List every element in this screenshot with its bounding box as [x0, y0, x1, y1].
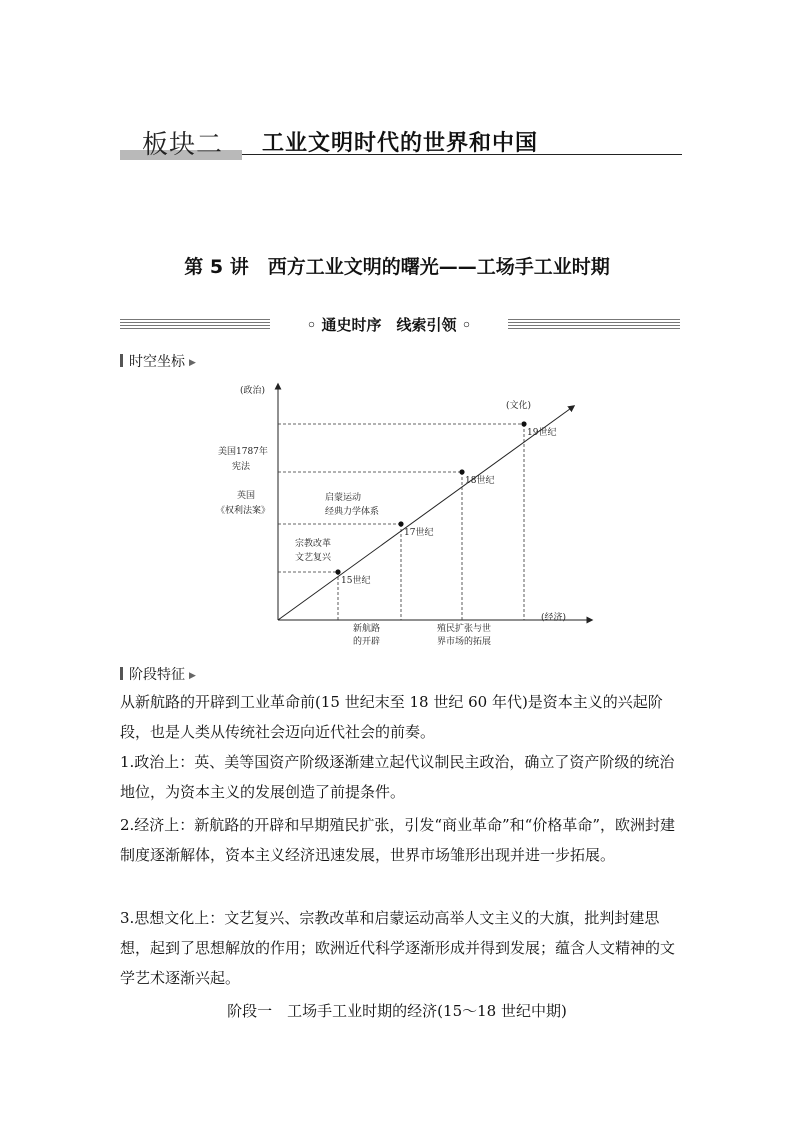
point-economic: 2.经济上：新航路的开辟和早期殖民扩张，引发“商业革命”和“价格革命”，欧洲封建制度逐渐解体，资本主义经济迅速发展，世界市场雏形出现并进一步拓展。: [120, 816, 675, 864]
x-annotation-line: 界市场的拓展: [437, 637, 492, 647]
banner-hatch-left: [120, 319, 270, 331]
region-label-line: 启蒙运动: [325, 493, 362, 503]
point-culture: 3.思想文化上：文艺复兴、宗教改革和启蒙运动高举人文主义的大旗，批判封建思想，起到了思想解放的作用；欧洲近代科学逐渐形成并得到发展；蕴含人文精神的文学艺术逐渐兴起。: [120, 909, 676, 987]
region-label-line: 文艺复兴: [295, 553, 332, 563]
section-label: 板块二: [142, 130, 224, 160]
timeline-chart: [200, 376, 600, 656]
y-axis-label: (政治): [240, 386, 266, 396]
subheading-label: 时空坐标: [129, 354, 185, 370]
y-annotation-line: 美国1787年: [218, 447, 268, 457]
x-annotation-line: 殖民扩张与世: [437, 624, 492, 634]
triangle-icon: ▶: [189, 358, 196, 368]
timeline-banner: [120, 316, 680, 334]
subheading-marker: [120, 667, 123, 680]
region-label-line: 宗教改革: [295, 539, 332, 549]
point-label: 17世纪: [404, 528, 434, 538]
subheading-label: 阶段特征: [129, 667, 185, 683]
lecture-title: 第 5 讲 西方工业文明的曙光——工场手工业时期: [184, 256, 610, 278]
point-label: 15世纪: [341, 576, 371, 586]
section-title: 工业文明时代的世界和中国: [262, 130, 539, 156]
culture-line: [278, 406, 574, 620]
point-political: 1.政治上：英、美等国资产阶级逐渐建立起代议制民主政治，确立了资产阶级的统治地位，为资本主义的发展创造了前提条件。: [120, 753, 675, 801]
banner-label: ◦ 通史时序 线索引领 ◦: [270, 314, 508, 336]
banner-hatch-right: [508, 319, 680, 331]
x-annotation-line: 的开辟: [353, 637, 381, 647]
y-annotation-line: 英国: [237, 491, 256, 501]
subheading-marker: [120, 354, 123, 367]
data-point: [459, 469, 464, 474]
triangle-icon: ▶: [189, 671, 196, 681]
data-point: [335, 569, 340, 574]
point-label: 19世纪: [527, 428, 557, 438]
subheading-stage-features: [120, 664, 196, 684]
data-points: [335, 421, 556, 586]
data-point: [398, 521, 403, 526]
y-annotation-line: 《权利法案》: [216, 506, 271, 516]
section-header: [120, 118, 682, 166]
point-label: 18世纪: [465, 476, 495, 486]
subheading-timespace: [120, 351, 196, 371]
stage-heading: 阶段一 工场手工业时期的经济(15～18 世纪中期): [227, 1002, 567, 1020]
data-point: [521, 421, 526, 426]
x-annotation-line: 新航路: [353, 624, 381, 634]
intro-paragraph: 从新航路的开辟到工业革命前(15 世纪末至 18 世纪 60 年代)是资本主义的兴起阶段，也是人类从传统社会迈向近代社会的前奏。: [120, 693, 663, 741]
x-axis-label: (经济): [541, 613, 567, 623]
region-label-line: 经典力学体系: [325, 507, 380, 517]
y-annotation-line: 宪法: [232, 462, 251, 472]
diagonal-label: (文化): [506, 401, 532, 411]
